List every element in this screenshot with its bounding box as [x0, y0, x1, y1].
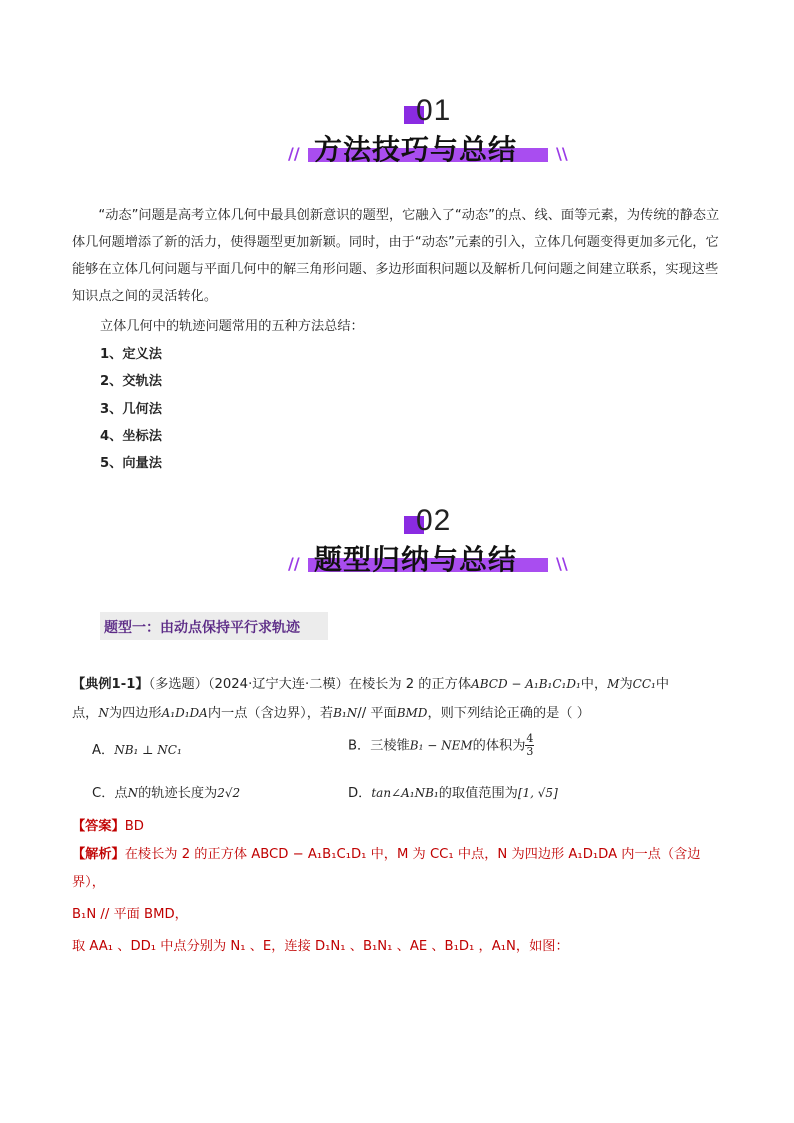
example-type: （多选题）	[148, 677, 208, 692]
option-d[interactable]	[348, 782, 558, 801]
section-header-02	[0, 506, 794, 586]
example-text: 中，	[580, 677, 608, 692]
section-title-wrap	[290, 128, 570, 168]
option-label: C．点	[92, 786, 128, 801]
option-b[interactable]	[348, 733, 534, 758]
option-math: B₁ − NEM	[409, 738, 473, 753]
option-label: A．	[92, 743, 115, 758]
intro-paragraph: “动态”问题是高考立体几何中最具创新意识的题型，它融入了“动态”的点、线、面等元素，为传统的静态立体几何题增添了新的活力，使得题型更加新颖。同时，由于“动态”元素的引入，立体几何题变得更加多元化，它能够在立体几何问题与平面几何中的解三角形问题、多边形面积问题以及解析几何问题之间建立联系，实现这些知识点之间的灵活转化。	[72, 208, 720, 304]
option-text: 的取值范围为	[438, 786, 518, 801]
analysis-label: 【解析】	[72, 847, 125, 862]
section-number-badge	[404, 506, 464, 542]
analysis-line-4: 取 AA₁ 、DD₁ 中点分别为 N₁ 、E，连接 D₁N₁ 、B₁N₁ 、AE 、B₁D₁ ，A₁N，如图：	[72, 939, 569, 954]
analysis-line-2: 界），	[72, 875, 105, 890]
topic-label: 题型一：由动点保持平行求轨迹	[104, 620, 300, 636]
section-title: 题型归纳与总结	[314, 543, 518, 576]
right-slash-icon: \\	[556, 144, 568, 163]
fraction-numerator: 4	[526, 732, 534, 745]
example-text: 内一点（含边界），若	[207, 706, 334, 721]
section-number-badge	[404, 96, 464, 132]
method-item: 3、几何法	[100, 402, 162, 417]
option-math: NB₁ ⊥ NC₁	[114, 743, 182, 757]
example-text: 为	[619, 677, 633, 692]
method-item: 5、向量法	[100, 456, 162, 471]
example-text: 为四边形	[108, 706, 162, 721]
method-item: 2、交轨法	[100, 374, 162, 389]
answer-line	[72, 815, 144, 834]
example-line-2	[72, 702, 590, 721]
section-number: 01	[416, 94, 452, 127]
example-text: 点，	[72, 706, 99, 721]
methods-heading: 立体几何中的轨迹问题常用的五种方法总结：	[100, 319, 364, 334]
method-item: 4、坐标法	[100, 429, 162, 444]
option-label: B．三棱锥	[348, 738, 410, 754]
cube-notation: ABCD − A₁B₁C₁D₁	[471, 677, 581, 691]
analysis-line-3: B₁N // 平面 BMD，	[72, 907, 188, 922]
option-value: [1, √5]	[517, 786, 558, 800]
answer-label: 【答案】	[72, 819, 125, 834]
analysis-line-1	[72, 843, 700, 862]
example-source: （2024·辽宁大连·二模）	[207, 677, 349, 692]
line-b1n: B₁N	[333, 706, 358, 720]
answer-value: BD	[124, 819, 144, 834]
section-number: 02	[416, 504, 452, 537]
section-title: 方法技巧与总结	[314, 133, 518, 166]
example-text: 在棱长为 2 的正方体	[348, 677, 472, 692]
option-c[interactable]	[92, 782, 240, 801]
left-slash-icon: //	[288, 554, 300, 573]
example-text: // 平面	[357, 706, 397, 721]
fraction	[525, 733, 534, 758]
segment-cc1: CC₁	[632, 677, 656, 691]
option-value: 2√2	[217, 786, 241, 800]
option-a[interactable]	[92, 739, 182, 758]
left-slash-icon: //	[288, 144, 300, 163]
option-math: tan∠A₁NB₁	[371, 786, 439, 800]
quad-notation: A₁D₁DA	[161, 706, 208, 720]
example-text: 中	[655, 677, 670, 692]
analysis-text: 在棱长为 2 的正方体 ABCD − A₁B₁C₁D₁ 中，M 为 CC₁ 中点，N 为四边形 A₁D₁DA 内一点（含边	[124, 847, 701, 862]
section-header-01	[0, 96, 794, 176]
option-text: 的轨迹长度为	[138, 786, 218, 801]
option-label: D．	[348, 786, 372, 801]
option-math: N	[127, 786, 139, 800]
example-line-1	[72, 673, 669, 692]
example-text: ，则下列结论正确的是（ ）	[427, 706, 590, 721]
fraction-denominator: 3	[526, 745, 534, 758]
method-item: 1、定义法	[100, 347, 162, 362]
plane-bmd: BMD	[396, 706, 428, 720]
point-m: M	[607, 677, 620, 691]
option-text: 的体积为	[472, 738, 526, 754]
example-tag: 【典例1-1】	[72, 677, 149, 692]
topic-box	[100, 612, 328, 640]
section-title-wrap	[290, 538, 570, 578]
right-slash-icon: \\	[556, 554, 568, 573]
point-n: N	[98, 706, 109, 720]
